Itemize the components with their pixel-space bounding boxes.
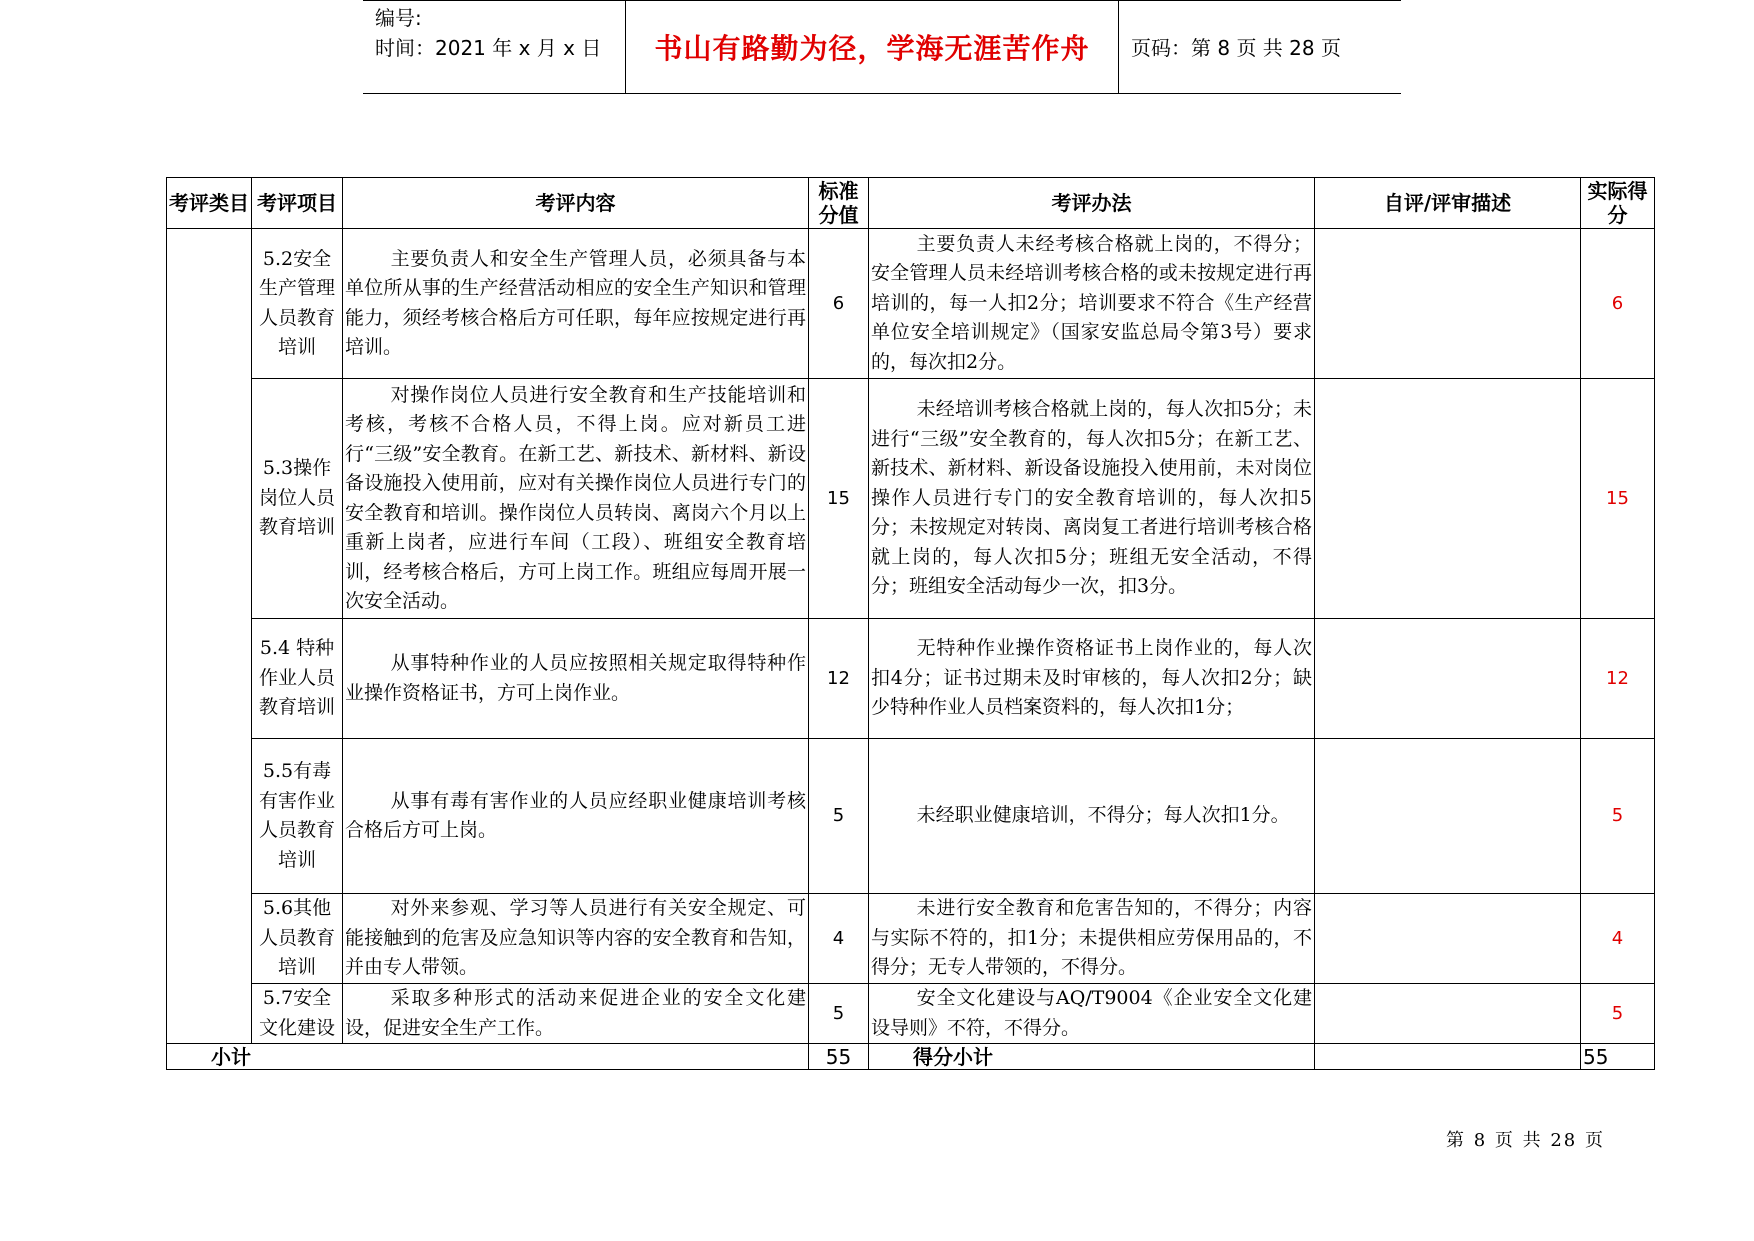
standard-score-cell: 12	[809, 619, 869, 739]
header-motto: 书山有路勤为径，学海无涯苦作舟	[626, 0, 1119, 93]
method-text: 未经职业健康培训，不得分；每人次扣1分。	[916, 804, 1290, 827]
col-header-actual-score: 实际得分	[1581, 178, 1655, 229]
item-cell: 5.4 特种作业人员教育培训	[252, 619, 343, 739]
subtotal-score-total[interactable]: 55	[1581, 1044, 1655, 1070]
content-text: 从事有毒有害作业的人员应经职业健康培训考核合格后方可上岗。	[345, 789, 806, 841]
content-text: 从事特种作业的人员应按照相关规定取得特种作业操作资格证书，方可上岗作业。	[345, 652, 806, 704]
col-header-description: 自评/评审描述	[1315, 178, 1581, 229]
table-row	[167, 739, 1655, 894]
content-cell	[343, 379, 809, 619]
actual-score-cell[interactable]: 5	[1581, 739, 1655, 894]
table-row	[167, 894, 1655, 984]
description-cell[interactable]	[1315, 619, 1581, 739]
content-cell	[343, 739, 809, 894]
method-text: 主要负责人未经考核合格就上岗的，不得分；安全管理人员未经培训考核合格的或未按规定进行再培训的，每一人扣2分；培训要求不符合《生产经营单位安全培训规定》（国家安监总局令第3号）要求的，每次扣2分。	[871, 232, 1312, 373]
document-date: 时间：2021 年 x 月 x 日	[375, 36, 602, 60]
actual-score-cell[interactable]: 4	[1581, 894, 1655, 984]
standard-score-cell: 5	[809, 739, 869, 894]
subtotal-description	[1315, 1044, 1581, 1070]
method-text: 未经培训考核合格就上岗的，每人次扣5分；未进行“三级”安全教育的，每人次扣5分；在新工艺、新技术、新材料、新设备设施投入使用前，未对岗位操作人员进行专门的安全教育培训的，每人次扣5分；未按规定对转岗、离岗复工者进行培训考核合格就上岗的，每人次扣5分；班组无安全活动，不得分；班组安全活动每少一次，扣3分。	[871, 398, 1312, 598]
actual-score-cell[interactable]: 6	[1581, 229, 1655, 379]
subtotal-standard-total: 55	[809, 1044, 869, 1070]
content-cell	[343, 229, 809, 379]
actual-score-cell[interactable]: 15	[1581, 379, 1655, 619]
content-text: 对外来参观、学习等人员进行有关安全规定、可能接触到的危害及应急知识等内容的安全教育和告知，并由专人带领。	[345, 897, 806, 979]
header-page-info: 页码：第 8 页 共 28 页	[1131, 36, 1341, 60]
content-cell	[343, 619, 809, 739]
method-cell	[869, 619, 1315, 739]
col-header-method: 考评办法	[869, 178, 1315, 229]
method-cell	[869, 229, 1315, 379]
col-header-standard-score: 标准分值	[809, 178, 869, 229]
method-cell	[869, 379, 1315, 619]
method-cell	[869, 894, 1315, 984]
standard-score-cell: 4	[809, 894, 869, 984]
method-cell	[869, 739, 1315, 894]
description-cell[interactable]	[1315, 379, 1581, 619]
subtotal-row	[167, 1044, 1655, 1070]
table-row	[167, 619, 1655, 739]
table-row	[167, 984, 1655, 1044]
document-code-label: 编号:	[375, 6, 422, 30]
standard-score-cell: 5	[809, 984, 869, 1044]
method-text: 安全文化建设与AQ/T9004《企业安全文化建设导则》不符，不得分。	[871, 987, 1312, 1039]
description-cell[interactable]	[1315, 984, 1581, 1044]
col-header-category: 考评类目	[167, 178, 252, 229]
page-footer: 第 8 页 共 28 页	[1446, 1130, 1605, 1151]
actual-score-cell[interactable]: 5	[1581, 984, 1655, 1044]
header-info	[363, 0, 626, 93]
description-cell[interactable]	[1315, 229, 1581, 379]
page-header	[363, 0, 1401, 94]
description-cell[interactable]	[1315, 894, 1581, 984]
category-cell	[167, 229, 252, 1044]
content-text: 主要负责人和安全生产管理人员，必须具备与本单位所从事的生产经营活动相应的安全生产知识和管理能力，须经考核合格后方可任职，每年应按规定进行再培训。	[345, 247, 806, 358]
content-text: 对操作岗位人员进行安全教育和生产技能培训和考核，考核不合格人员，不得上岗。应对新员工进行“三级”安全教育。在新工艺、新技术、新材料、新设备设施投入使用前，应对有关操作岗位人员进行专门的安全教育和培训。操作岗位人员转岗、离岗六个月以上重新上岗者，应进行车间（工段）、班组安全教育培训，经考核合格后，方可上岗工作。班组应每周开展一次安全活动。	[345, 383, 806, 612]
subtotal-score-label: 得分小计	[869, 1044, 1315, 1070]
evaluation-table	[166, 177, 1655, 1070]
col-header-content: 考评内容	[343, 178, 809, 229]
standard-score-cell: 15	[809, 379, 869, 619]
actual-score-cell[interactable]: 12	[1581, 619, 1655, 739]
standard-score-cell: 6	[809, 229, 869, 379]
table-row	[167, 379, 1655, 619]
method-text: 未进行安全教育和危害告知的，不得分；内容与实际不符的，扣1分；未提供相应劳保用品的，不得分；无专人带领的，不得分。	[871, 897, 1312, 979]
item-cell: 5.6其他人员教育培训	[252, 894, 343, 984]
method-text: 无特种作业操作资格证书上岗作业的，每人次扣4分；证书过期未及时审核的，每人次扣2分；缺少特种作业人员档案资料的，每人次扣1分；	[871, 637, 1312, 719]
table-row	[167, 229, 1655, 379]
table-header-row	[167, 178, 1655, 229]
content-text: 采取多种形式的活动来促进企业的安全文化建设，促进安全生产工作。	[345, 987, 806, 1039]
item-cell: 5.2安全生产管理人员教育培训	[252, 229, 343, 379]
item-cell: 5.3操作岗位人员教育培训	[252, 379, 343, 619]
col-header-item: 考评项目	[252, 178, 343, 229]
content-cell	[343, 894, 809, 984]
content-cell	[343, 984, 809, 1044]
subtotal-label: 小计	[167, 1044, 809, 1070]
method-cell	[869, 984, 1315, 1044]
description-cell[interactable]	[1315, 739, 1581, 894]
item-cell: 5.5有毒有害作业人员教育培训	[252, 739, 343, 894]
item-cell: 5.7安全文化建设	[252, 984, 343, 1044]
